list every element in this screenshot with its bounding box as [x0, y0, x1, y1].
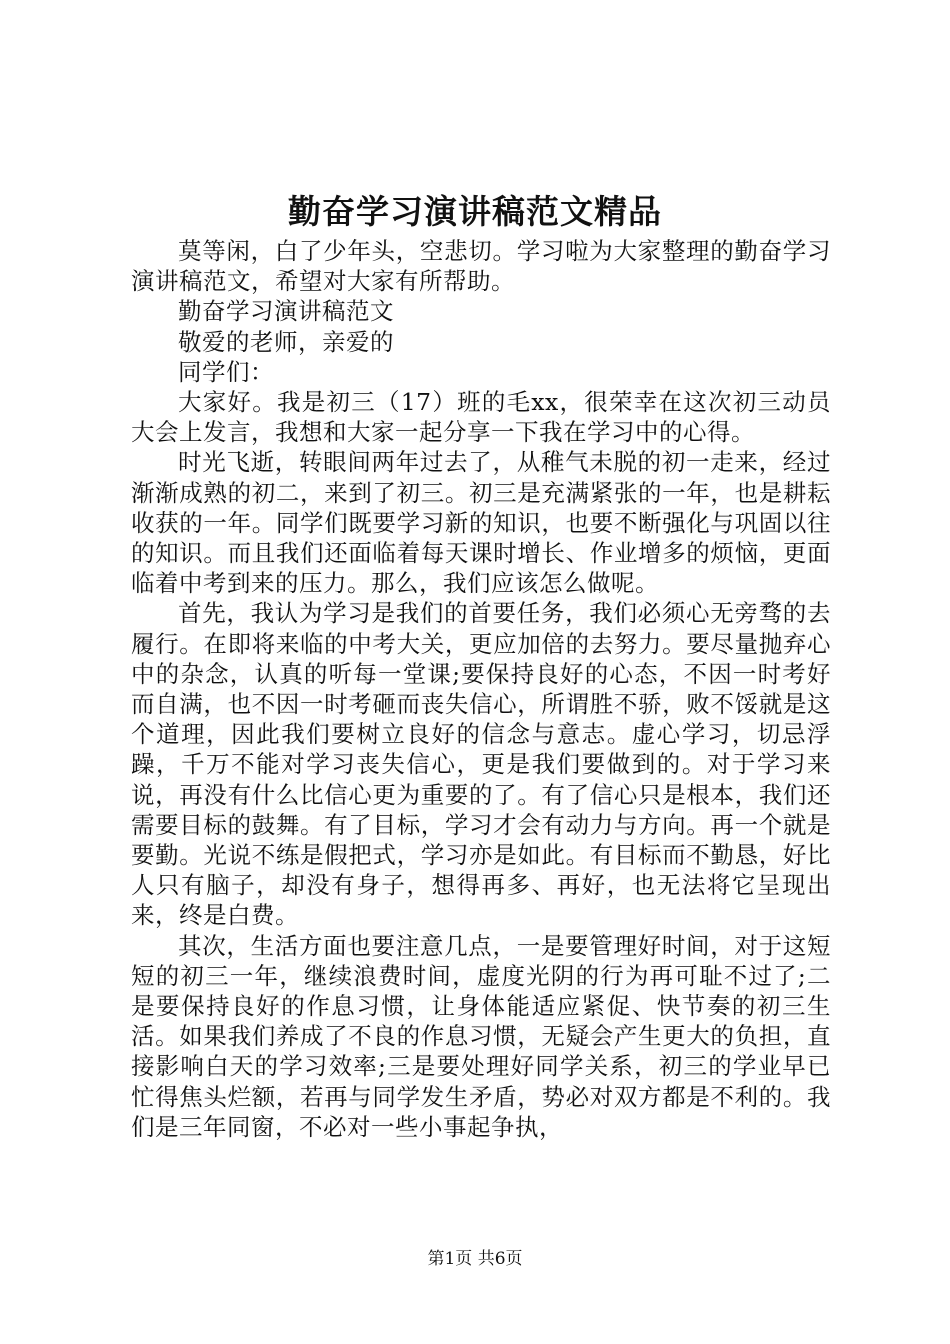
page-footer: 第1页 共6页	[427, 1249, 523, 1269]
document-body	[131, 236, 831, 1142]
paragraph-intro: 莫等闲，白了少年头，空悲切。学习啦为大家整理的勤奋学习演讲稿范文，希望对大家有所帮助。	[131, 237, 831, 296]
paragraph-subtitle: 勤奋学习演讲稿范文	[178, 297, 394, 326]
document-title: 勤奋学习演讲稿范文精品	[288, 192, 662, 231]
paragraph-salutation: 敬爱的老师，亲爱的	[178, 327, 394, 356]
paragraph-body-3: 其次，生活方面也要注意几点，一是要管理好时间，对于这短短的初三一年，继续浪费时间，虚度光阴的行为再可耻不过了;二是要保持良好的作息习惯，让身体能适应紧促、快节奏的初三生活。如果我们养成了不良的作息习惯，无疑会产生更大的负担，直接影响白天的学习效率;三是要处理好同学关系，初三的学业早已忙得焦头烂额，若再与同学发生矛盾，势必对双方都是不利的。我们是三年同窗，不必对一些小事起争执，	[131, 931, 831, 1141]
paragraph-body-2: 首先，我认为学习是我们的首要任务，我们必须心无旁骛的去履行。在即将来临的中考大关，更应加倍的去努力。要尽量抛弃心中的杂念，认真的听每一堂课;要保持良好的心态，不因一时考好而自满，也不因一时考砸而丧失信心，所谓胜不骄，败不馁就是这个道理，因此我们要树立良好的信念与意志。虚心学习，切忌浮躁，千万不能对学习丧失信心，更是我们要做到的。对于学习来说，再没有什么比信心更为重要的了。有了信心只是根本，我们还需要目标的鼓舞。有了目标，学习才会有动力与方向。再一个就是要勤。光说不练是假把式，学习亦是如此。有目标而不勤恳，好比人只有脑子，却没有身子，想得再多、再好，也无法将它呈现出来，终是白费。	[131, 599, 831, 930]
paragraph-body-1: 时光飞逝，转眼间两年过去了，从稚气未脱的初一走来，经过渐渐成熟的初二，来到了初三。初三是充满紧张的一年，也是耕耘收获的一年。同学们既要学习新的知识，也要不断强化与巩固以往的知识。而且我们还面临着每天课时增长、作业增多的烦恼，更面临着中考到来的压力。那么，我们应该怎么做呢。	[131, 448, 831, 598]
paragraph-salutation-2: 同学们：	[178, 357, 274, 386]
paragraph-greeting: 大家好。我是初三（17）班的毛xx，很荣幸在这次初三动员大会上发言，我想和大家一起分享一下我在学习中的心得。	[131, 388, 831, 447]
